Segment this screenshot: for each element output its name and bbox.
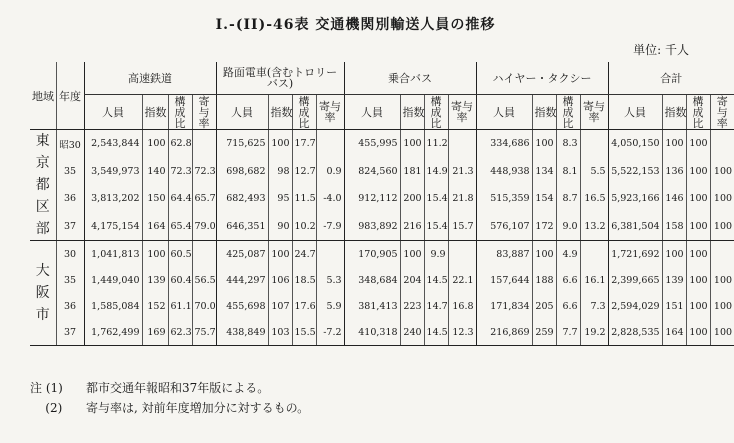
value-cell [316,130,344,158]
value-cell: 100 [662,241,686,268]
value-cell: 75.7 [192,319,216,346]
value-cell: 5,522,153 [608,158,662,185]
value-cell: 216,869 [476,319,532,346]
value-cell: 698,682 [216,158,268,185]
value-cell: -7.9 [316,212,344,240]
value-cell: 157,644 [476,267,532,293]
value-cell: 4,175,154 [84,212,142,240]
value-cell: 912,112 [344,185,400,212]
value-cell: 18.5 [292,267,316,293]
value-cell: 438,849 [216,319,268,346]
table-row [30,158,734,185]
value-cell [710,130,734,158]
sub-header: 指数 [532,95,556,130]
value-cell: 169 [142,319,168,346]
value-cell: 715,625 [216,130,268,158]
value-cell: 90 [268,212,292,240]
value-cell: 100 [710,293,734,319]
value-cell: 2,399,665 [608,267,662,293]
value-cell: 100 [710,212,734,240]
value-cell: 164 [662,319,686,346]
value-cell: 171,834 [476,293,532,319]
value-cell: 19.2 [580,319,608,346]
value-cell: 259 [532,319,556,346]
sub-header: 構成比 [556,95,580,130]
sub-header: 構成比 [292,95,316,130]
value-cell [710,241,734,268]
value-cell [192,241,216,268]
value-cell: 15.5 [292,319,316,346]
value-cell: 100 [400,130,424,158]
year-cell: 37 [56,212,84,240]
value-cell [580,130,608,158]
sub-header: 人員 [608,95,662,130]
value-cell: 158 [662,212,686,240]
value-cell: 100 [142,130,168,158]
notes-label: 注 [30,381,43,395]
value-cell: 5,923,166 [608,185,662,212]
value-cell: 4.9 [556,241,580,268]
value-cell: 8.7 [556,185,580,212]
transport-table [30,62,734,346]
value-cell [580,241,608,268]
value-cell: 334,686 [476,130,532,158]
value-cell: 100 [710,267,734,293]
value-cell: 188 [532,267,556,293]
value-cell: 240 [400,319,424,346]
value-cell: 17.7 [292,130,316,158]
value-cell: 100 [268,241,292,268]
value-cell: 1,449,040 [84,267,142,293]
value-cell: 515,359 [476,185,532,212]
value-cell: 14.9 [424,158,448,185]
value-cell: 2,594,029 [608,293,662,319]
value-cell: 152 [142,293,168,319]
value-cell: 70.0 [192,293,216,319]
value-cell: 72.3 [192,158,216,185]
value-cell: 14.5 [424,267,448,293]
value-cell: 15.4 [424,185,448,212]
sub-header: 人員 [216,95,268,130]
value-cell: 100 [686,293,710,319]
value-cell: 100 [686,185,710,212]
value-cell: 100 [142,241,168,268]
group-header: ハイヤー・タクシー [476,62,608,95]
unit-label: 単位: 千人 [633,43,689,57]
value-cell: 455,698 [216,293,268,319]
sub-header: 指数 [400,95,424,130]
value-cell: 4,050,150 [608,130,662,158]
value-cell: 181 [400,158,424,185]
value-cell: 12.7 [292,158,316,185]
value-cell: 10.2 [292,212,316,240]
value-cell: 60.5 [168,241,192,268]
value-cell: 3,813,202 [84,185,142,212]
value-cell: 5.5 [580,158,608,185]
value-cell: 83,887 [476,241,532,268]
value-cell: 12.3 [448,319,476,346]
value-cell: 5.9 [316,293,344,319]
sub-header: 人員 [476,95,532,130]
group-header: 高速鉄道 [84,62,216,95]
value-cell: 6,381,504 [608,212,662,240]
value-cell: 448,938 [476,158,532,185]
value-cell: 11.2 [424,130,448,158]
header-row-groups [30,62,734,95]
year-cell: 35 [56,158,84,185]
notes [30,378,309,418]
value-cell: 100 [686,130,710,158]
value-cell: 6.6 [556,267,580,293]
year-cell: 昭30 [56,130,84,158]
value-cell: 21.3 [448,158,476,185]
value-cell: 64.4 [168,185,192,212]
sub-header: 寄与率 [580,95,608,130]
col-year: 年度 [56,62,84,130]
value-cell: 15.7 [448,212,476,240]
year-cell: 36 [56,185,84,212]
value-cell: 100 [710,185,734,212]
value-cell: 16.5 [580,185,608,212]
value-cell: 21.8 [448,185,476,212]
value-cell: 3,549,973 [84,158,142,185]
region-name: 東 京 都 区 部 [30,130,56,241]
value-cell: 62.8 [168,130,192,158]
value-cell: 1,585,084 [84,293,142,319]
value-cell: 14.7 [424,293,448,319]
note-text: 都市交通年報昭和37年版による。 [86,381,270,395]
value-cell: 2,543,844 [84,130,142,158]
value-cell: 13.2 [580,212,608,240]
col-region: 地域 [30,62,56,130]
sub-header: 人員 [84,95,142,130]
value-cell: 8.3 [556,130,580,158]
table-row [30,319,734,346]
value-cell: 204 [400,267,424,293]
value-cell: 2,828,535 [608,319,662,346]
value-cell: 150 [142,185,168,212]
value-cell: 100 [686,319,710,346]
sub-header: 寄与率 [192,95,216,130]
value-cell: 100 [686,212,710,240]
header-row-sub [30,95,734,130]
value-cell: 576,107 [476,212,532,240]
value-cell: 200 [400,185,424,212]
value-cell: 95 [268,185,292,212]
region-name: 大 阪 市 [30,241,56,346]
value-cell: 100 [686,241,710,268]
value-cell: 24.7 [292,241,316,268]
value-cell: 216 [400,212,424,240]
table-row [30,267,734,293]
value-cell: 381,413 [344,293,400,319]
group-header: 合計 [608,62,734,95]
year-cell: 30 [56,241,84,268]
value-cell: 983,892 [344,212,400,240]
value-cell: 79.0 [192,212,216,240]
value-cell: 824,560 [344,158,400,185]
value-cell: 62.3 [168,319,192,346]
value-cell: 106 [268,267,292,293]
value-cell [448,241,476,268]
value-cell: 7.7 [556,319,580,346]
year-cell: 36 [56,293,84,319]
sub-header: 指数 [662,95,686,130]
value-cell: 154 [532,185,556,212]
value-cell: 223 [400,293,424,319]
value-cell: 107 [268,293,292,319]
value-cell: 444,297 [216,267,268,293]
value-cell: 455,995 [344,130,400,158]
value-cell: 170,905 [344,241,400,268]
value-cell: 425,087 [216,241,268,268]
note-text: 寄与率は, 対前年度増加分に対するもの。 [86,401,310,415]
sub-header: 寄与率 [316,95,344,130]
sub-header: 指数 [268,95,292,130]
year-cell: 35 [56,267,84,293]
value-cell: 11.5 [292,185,316,212]
value-cell: 136 [662,158,686,185]
sub-header: 寄与率 [448,95,476,130]
value-cell: 15.4 [424,212,448,240]
value-cell [316,241,344,268]
value-cell [448,130,476,158]
table-title: I.-(II)-46表 交通機関別輸送人員の推移 [215,17,496,33]
table-row [30,130,734,158]
value-cell: 100 [532,241,556,268]
sub-header: 構成比 [686,95,710,130]
sub-header: 指数 [142,95,168,130]
value-cell: 100 [400,241,424,268]
table-row [30,293,734,319]
value-cell: 1,041,813 [84,241,142,268]
value-cell: 0.9 [316,158,344,185]
year-cell: 37 [56,319,84,346]
value-cell: 14.5 [424,319,448,346]
value-cell: 139 [142,267,168,293]
value-cell: 8.1 [556,158,580,185]
value-cell: 172 [532,212,556,240]
value-cell: 65.7 [192,185,216,212]
value-cell: 100 [662,130,686,158]
value-cell: 100 [710,319,734,346]
value-cell: 16.8 [448,293,476,319]
value-cell: 9.0 [556,212,580,240]
sub-header: 構成比 [424,95,448,130]
value-cell: 140 [142,158,168,185]
value-cell [192,130,216,158]
group-header: 乗合バス [344,62,476,95]
value-cell: 1,721,692 [608,241,662,268]
value-cell: 5.3 [316,267,344,293]
value-cell: 103 [268,319,292,346]
sub-header: 人員 [344,95,400,130]
value-cell: 65.4 [168,212,192,240]
value-cell: 100 [710,158,734,185]
value-cell: 134 [532,158,556,185]
value-cell: 9.9 [424,241,448,268]
value-cell: 1,762,499 [84,319,142,346]
sub-header: 構成比 [168,95,192,130]
value-cell: 7.3 [580,293,608,319]
value-cell: 348,684 [344,267,400,293]
group-header: 路面電車(含むトロリーバス) [216,62,344,95]
value-cell: 682,493 [216,185,268,212]
value-cell: 410,318 [344,319,400,346]
value-cell: 100 [532,130,556,158]
value-cell: 60.4 [168,267,192,293]
note-item: 注 (1) 都市交通年報昭和37年版による。 [30,378,309,398]
table-row [30,241,734,268]
value-cell: 151 [662,293,686,319]
value-cell: 16.1 [580,267,608,293]
value-cell: 22.1 [448,267,476,293]
value-cell: 205 [532,293,556,319]
note-item: (2) 寄与率は, 対前年度増加分に対するもの。 [30,398,309,418]
value-cell: -7.2 [316,319,344,346]
value-cell: 61.1 [168,293,192,319]
value-cell: 17.6 [292,293,316,319]
table-body [30,130,734,346]
value-cell: 6.6 [556,293,580,319]
value-cell: 100 [686,267,710,293]
value-cell: 646,351 [216,212,268,240]
value-cell: 139 [662,267,686,293]
value-cell: 146 [662,185,686,212]
value-cell: 100 [268,130,292,158]
value-cell: 100 [686,158,710,185]
table-row [30,212,734,240]
value-cell: -4.0 [316,185,344,212]
value-cell: 164 [142,212,168,240]
value-cell: 56.5 [192,267,216,293]
table-row [30,185,734,212]
value-cell: 98 [268,158,292,185]
sub-header: 寄与率 [710,95,734,130]
value-cell: 72.3 [168,158,192,185]
